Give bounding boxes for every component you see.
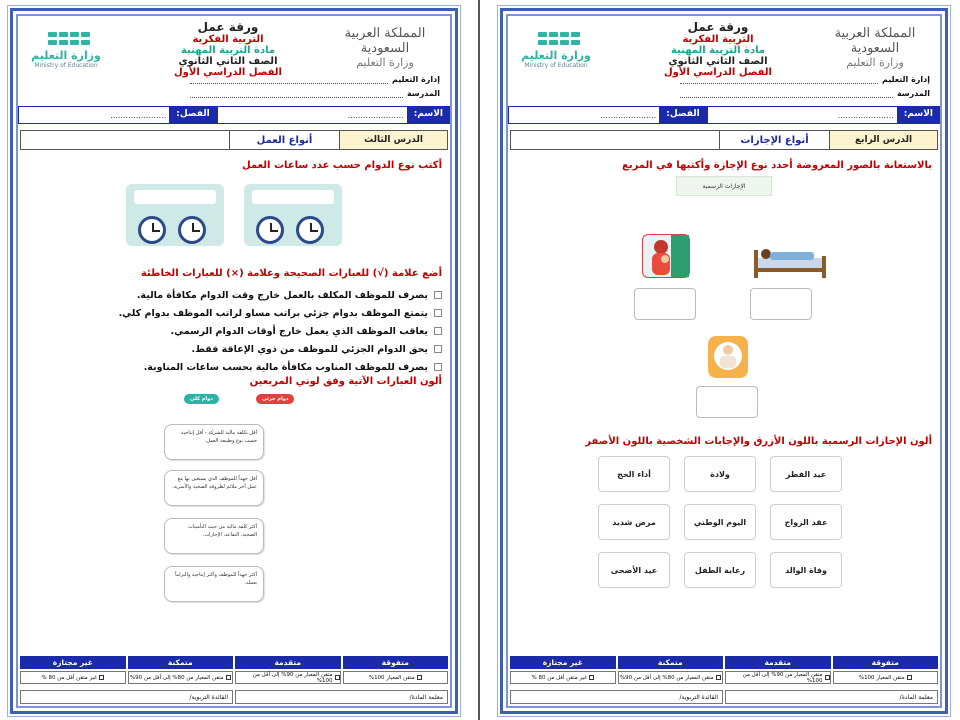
question-3: ألون العبارات الآتية وفق لوني المربعين: [249, 376, 442, 387]
checkbox[interactable]: [825, 675, 830, 680]
moe-logo: وزارة التعليم Ministry of Education: [516, 32, 596, 80]
worksheet-left: [10, 8, 458, 714]
list-item: يحق الدوام الجزئي للموظف من ذوي الإعاقة فقط.: [22, 340, 442, 358]
question-1: بالاستعانة بالصور المعروضة أحدد نوع الإجازة وأكتبها في المربع: [621, 160, 932, 171]
leave-card[interactable]: أداء الحج: [598, 456, 670, 492]
leave-card[interactable]: مرض شديد: [598, 504, 670, 540]
info-lines: إدارة التعليم المدرسة: [680, 70, 930, 98]
info-lines: إدارة التعليم المدرسة: [190, 70, 440, 98]
checkbox[interactable]: [434, 309, 442, 317]
clock-group-1: [244, 184, 342, 246]
worksheet-header: [508, 20, 940, 104]
sick-bed-image: [752, 236, 828, 282]
checkbox[interactable]: [226, 675, 231, 680]
checkbox[interactable]: [434, 363, 442, 371]
mother-child-image: [642, 234, 690, 278]
answer-slot[interactable]: [134, 190, 216, 204]
checkbox[interactable]: [434, 291, 442, 299]
lesson-bar: الدرس الرابع أنواع الإجازات: [510, 130, 938, 150]
leave-card[interactable]: وفاة الوالد: [770, 552, 842, 588]
leave-card[interactable]: عيد الفطر: [770, 456, 842, 492]
clock-icon: [178, 216, 206, 244]
name-bar: الاسم: ...................... الفصل: ......................: [508, 106, 940, 124]
lesson-bar: الدرس الثالث أنواع العمل: [20, 130, 448, 150]
checkbox[interactable]: [907, 675, 912, 680]
title-block: ورقة عمل التربية الفكرية مادة التربية المهنية الصف الثاني الثانوي الفصل الدراسي الأول: [138, 20, 318, 78]
prayer-image: [708, 336, 748, 378]
checkbox[interactable]: [335, 675, 340, 680]
leave-card[interactable]: عيد الأضحى: [598, 552, 670, 588]
rubric: متفوقة متقدمة متمكنة غير مجتازة متقن المعيار 100% متقن المعيار من 90% إلى أقل من 100% متقن المعيار من 80% إلى أقل من 90% غير متقن أقل من 80 %: [510, 656, 938, 686]
true-false-list: [22, 286, 442, 376]
name-field[interactable]: ......................: [707, 106, 897, 124]
clock-group-2: [126, 184, 224, 246]
worksheet-right: [500, 8, 948, 714]
class-field[interactable]: ......................: [508, 106, 659, 124]
clock-icon: [256, 216, 284, 244]
name-field[interactable]: ......................: [217, 106, 407, 124]
moe-logo: وزارة التعليم Ministry of Education: [26, 32, 106, 80]
leave-card[interactable]: ولادة: [684, 456, 756, 492]
worksheet-title: ورقة عمل: [687, 20, 749, 34]
checkbox[interactable]: [716, 675, 721, 680]
question-2: ألون الإجازات الرسمية باللون الأزرق والإجابات الشخصية باللون الأصفر: [585, 436, 932, 447]
answer-box[interactable]: [750, 288, 812, 320]
statement-card[interactable]: أقل تكلفة مالية للشركة - أقل إنتاجية حسب نوع وطبيعة العمل.: [164, 424, 264, 460]
statement-card[interactable]: أكثر جهداً للموظف وأكثر إنتاجية والتزاماً بعمله.: [164, 566, 264, 602]
list-item: يصرف للموظف المناوب مكافأة مالية بحسب ساعات المناوبة.: [22, 358, 442, 376]
answer-box[interactable]: [634, 288, 696, 320]
answer-box[interactable]: [696, 386, 758, 418]
statement-card[interactable]: أقل جهداً للموظف الذي يستعين بها مع عمل آخر ملائم لظروفه الصحية والأسرية.: [164, 470, 264, 506]
saudi-logo: المملكة العربية السعودية وزارة التعليم: [834, 26, 916, 69]
leave-card[interactable]: عقد الزواج: [770, 504, 842, 540]
worksheet-title: ورقة عمل: [197, 20, 259, 34]
checkbox[interactable]: [99, 675, 104, 680]
checkbox[interactable]: [434, 345, 442, 353]
clock-icon: [138, 216, 166, 244]
clock-icon: [296, 216, 324, 244]
list-item: يصرف للموظف المكلف بالعمل خارج وقت الدوام مكافأة مالية.: [22, 286, 442, 304]
signature-row: معلمة المادة/ القائدة التربوية/: [510, 690, 938, 704]
name-bar: الاسم: ...................... الفصل: ......................: [18, 106, 450, 124]
leave-card[interactable]: رعاية الطفل: [684, 552, 756, 588]
signature-row: معلمة المادة/ القائدة التربوية/: [20, 690, 448, 704]
title-block: ورقة عمل التربية الفكرية مادة التربية المهنية الصف الثاني الثانوي الفصل الدراسي الأول: [628, 20, 808, 78]
rubric: متفوقة متقدمة متمكنة غير مجتازة متقن المعيار 100% متقن المعيار من 90% إلى أقل من 100% متقن المعيار من 80% إلى أقل من 90% غير متقن أقل من 80 %: [20, 656, 448, 686]
checkbox[interactable]: [589, 675, 594, 680]
statement-card[interactable]: أكثر كلفة مالية من حيث التأمينات الصحية، التقاعد، الإجازات.: [164, 518, 264, 554]
sheet-divider: [478, 0, 480, 720]
list-item: يتمتع الموظف بدوام جزئي براتب مساو لراتب الموظف بدوام كلي.: [22, 304, 442, 322]
worksheet-header: [18, 20, 450, 104]
saudi-logo: المملكة العربية السعودية وزارة التعليم: [344, 26, 426, 69]
official-leaves-tag: الإجازات الرسمية: [676, 176, 772, 196]
question-2: أضع علامة (√) للعبارات الصحيحة وعلامة (×) للعبارات الخاطئة: [140, 268, 442, 279]
question-1: أكتب نوع الدوام حسب عدد ساعات العمل: [242, 160, 442, 171]
class-field[interactable]: ......................: [18, 106, 169, 124]
checkbox[interactable]: [417, 675, 422, 680]
leave-card[interactable]: اليوم الوطني: [684, 504, 756, 540]
list-item: يعاقب الموظف الذي يعمل خارج أوقات الدوام الرسمي.: [22, 322, 442, 340]
checkbox[interactable]: [434, 327, 442, 335]
full-time-pill[interactable]: دوام كلي: [184, 394, 219, 404]
part-time-pill[interactable]: دوام جزئي: [256, 394, 294, 404]
answer-slot[interactable]: [252, 190, 334, 204]
